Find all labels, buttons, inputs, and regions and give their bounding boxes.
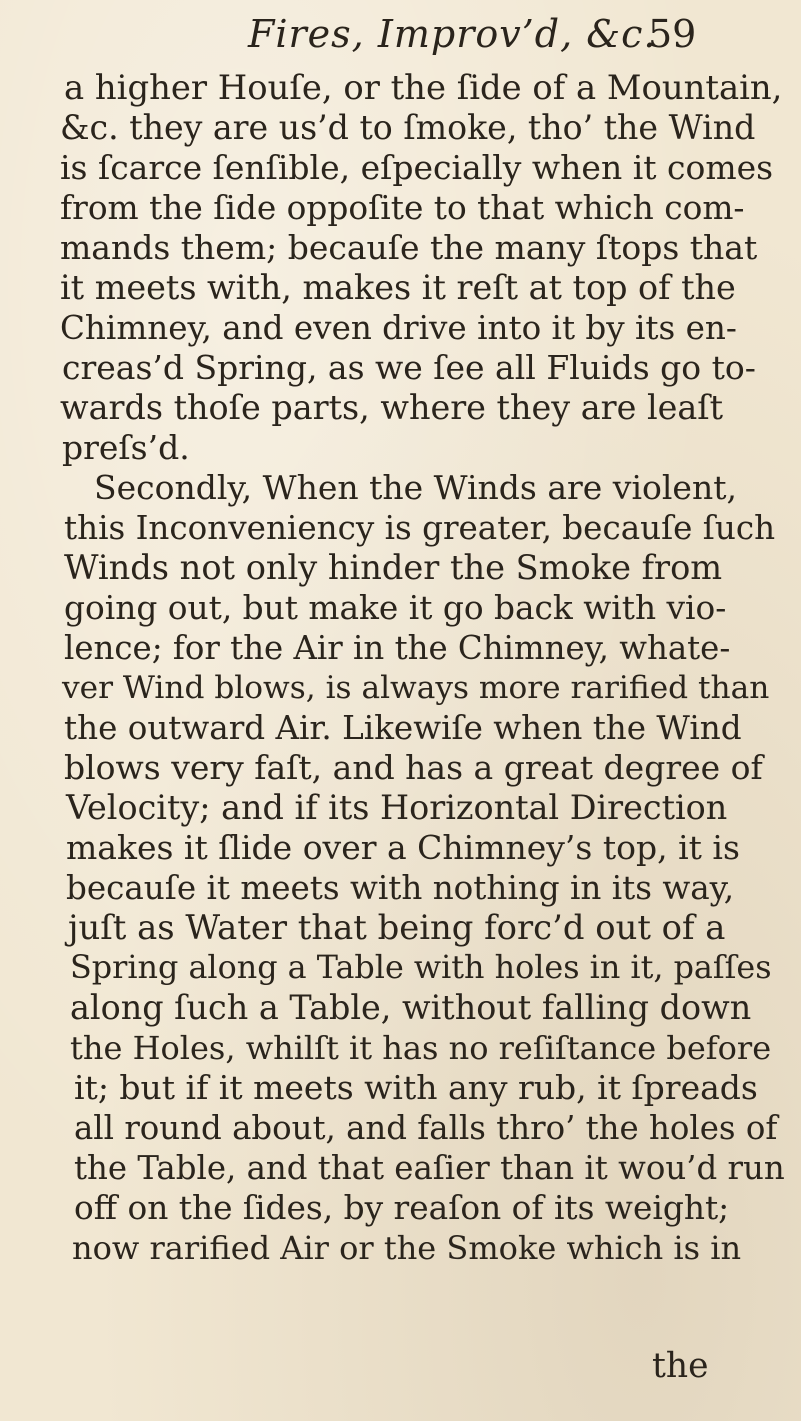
- text-line: Winds not only hinder the Smoke from: [64, 548, 723, 587]
- text-line: blows very faſt, and has a great degree of: [64, 748, 763, 787]
- text-line: Secondly, When the Winds are violent,: [94, 468, 737, 507]
- text-line: along ſuch a Table, without falling down: [70, 988, 752, 1027]
- text-line: off on the ſides, by reaſon of its weight;: [74, 1189, 730, 1227]
- running-head: [0, 12, 801, 62]
- text-line: the Table, and that eaſier than it wou’d run: [74, 1149, 785, 1187]
- text-line: it; but if it meets with any rub, it ſpreads: [74, 1068, 758, 1107]
- text-line: preſs’d.: [62, 428, 190, 467]
- text-line: juſt as Water that being forc’d out of a: [68, 908, 726, 947]
- page-number: 59: [648, 12, 697, 56]
- text-line: Spring along a Table with holes in it, paſſes: [70, 949, 772, 986]
- text-line: from the ſide oppoſite to that which com-: [60, 189, 745, 227]
- text-line: all round about, and falls thro’ the holes of: [74, 1109, 778, 1147]
- text-line: is ſcarce ſenſible, eſpecially when it comes: [60, 148, 774, 187]
- text-line: now rarified Air or the Smoke which is in: [72, 1229, 742, 1267]
- text-line: this Inconveniency is greater, becauſe ſuch: [64, 509, 776, 547]
- text-line: the Holes, whilſt it has no reſiſtance before: [70, 1029, 772, 1067]
- text-line: makes it ſlide over a Chimney’s top, it is: [66, 828, 740, 867]
- text-line: creas’d Spring, as we ſee all Fluids go to-: [62, 348, 756, 387]
- catchword: the: [652, 1346, 709, 1386]
- text-line: becauſe it meets with nothing in its way,: [66, 869, 735, 907]
- text-line: the outward Air. Likewiſe when the Wind: [64, 709, 742, 747]
- text-line: Velocity; and if its Horizontal Direction: [66, 788, 728, 827]
- text-line: ver Wind blows, is always more rarified than: [62, 670, 770, 706]
- running-title: Fires, Improv’d, &c.: [248, 12, 657, 56]
- text-line: wards thoſe parts, where they are leaſt: [60, 388, 724, 427]
- text-line: mands them; becauſe the many ſtops that: [60, 228, 758, 267]
- text-line: Chimney, and even drive into it by its en-: [60, 309, 737, 347]
- text-line: &c. they are us’d to ſmoke, tho’ the Wind: [60, 108, 756, 147]
- text-line: going out, but make it go back with vio-: [64, 589, 727, 627]
- text-line: it meets with, makes it reſt at top of the: [60, 268, 736, 307]
- text-line: lence; for the Air in the Chimney, whate-: [64, 629, 731, 667]
- text-line: a higher Houſe, or the ſide of a Mountain,: [64, 68, 783, 107]
